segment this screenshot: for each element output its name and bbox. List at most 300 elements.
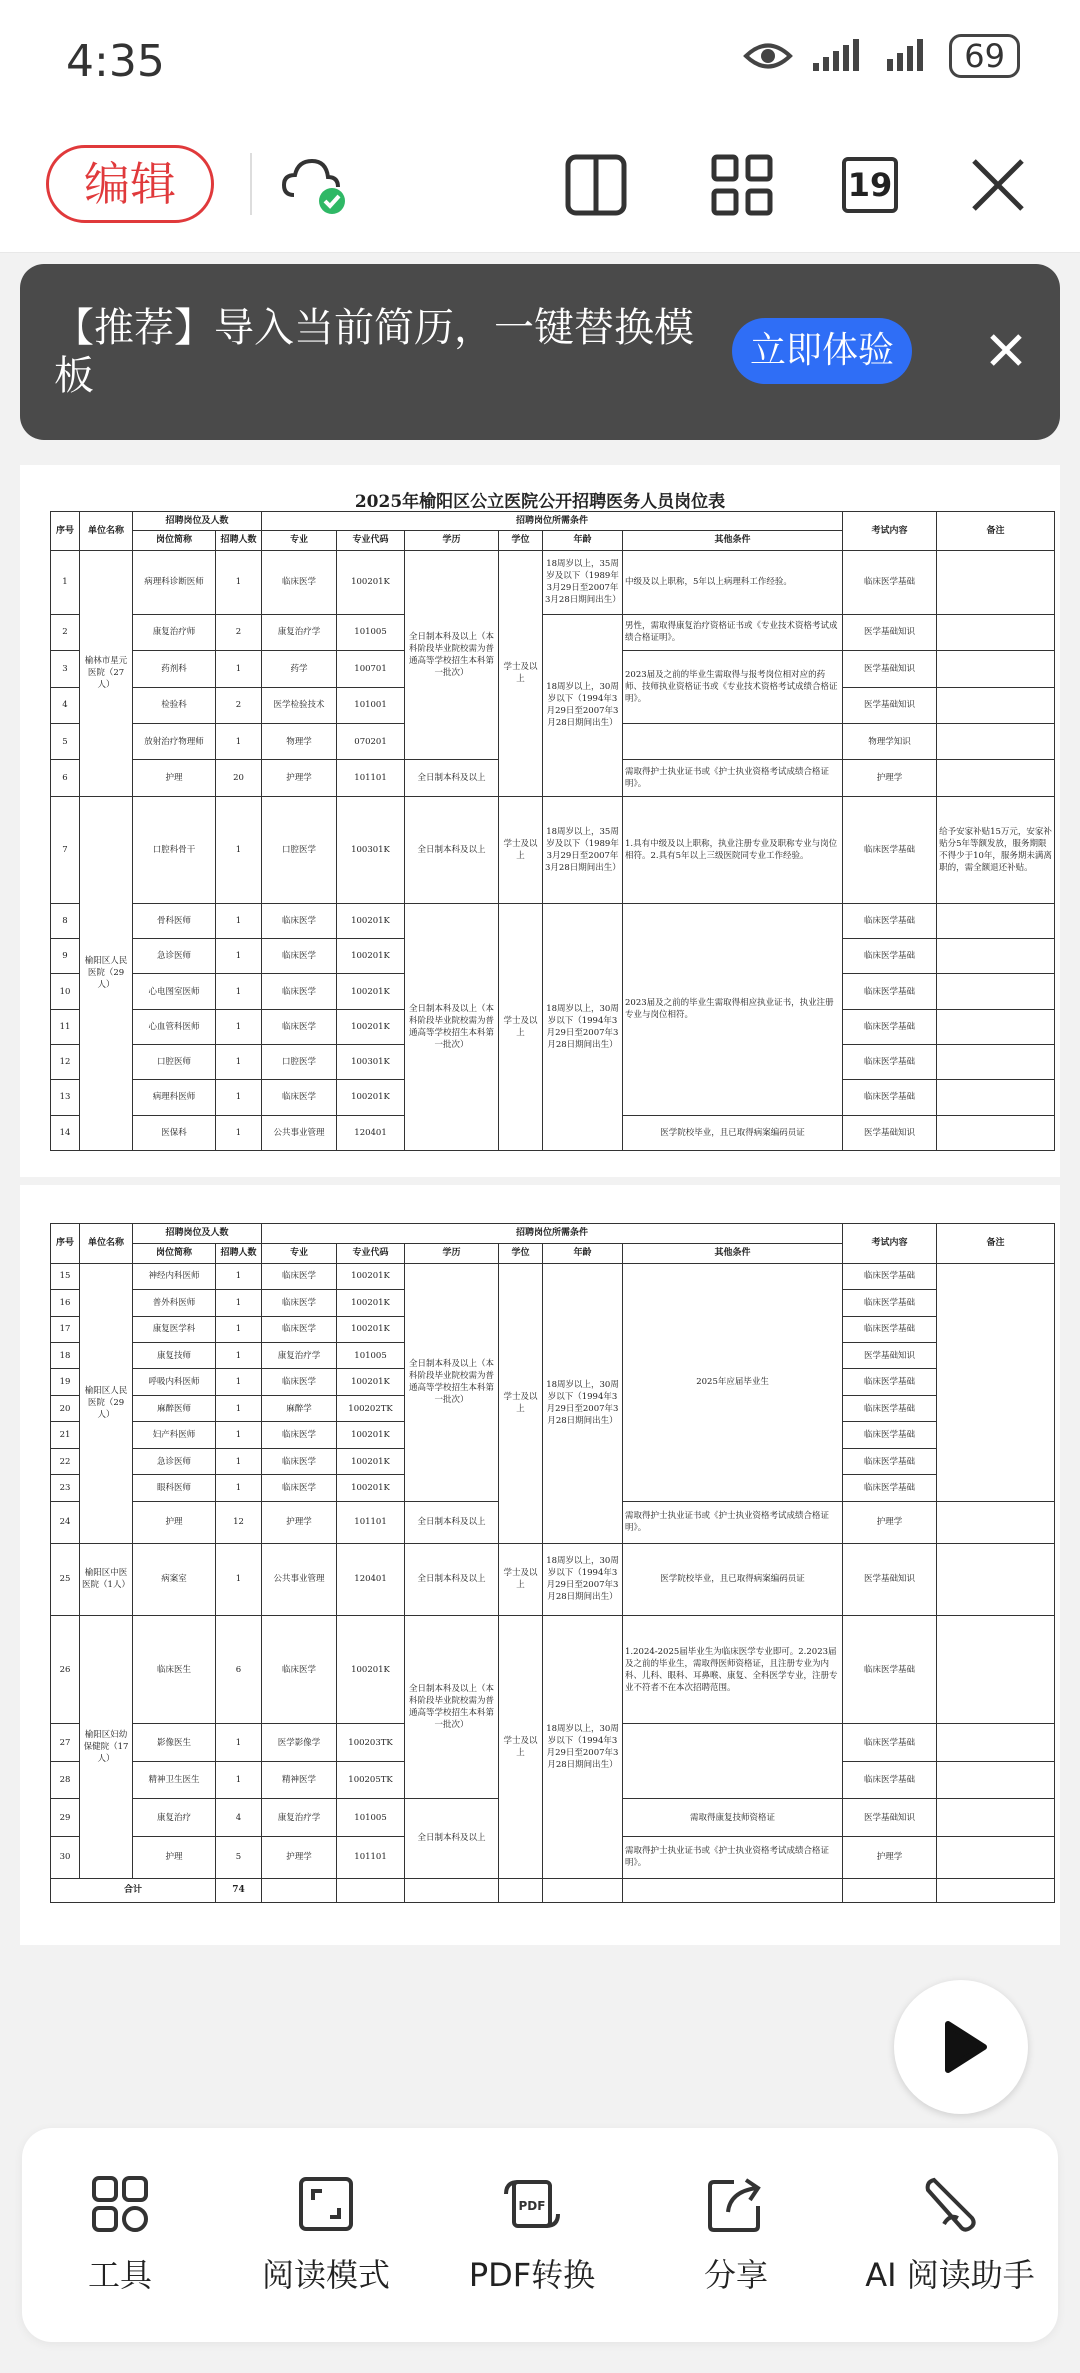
cell-seq: 23: [51, 1475, 80, 1501]
cell-count: 1: [216, 1290, 262, 1316]
cell-count: 1: [216, 1316, 262, 1342]
job-table-page-1: [50, 511, 1055, 1151]
cell-major: 康复治疗学: [262, 1799, 337, 1836]
cell-remark: [937, 687, 1055, 723]
cell-other: 2023届及之前的毕业生需取得与报考岗位相对应的药师、技师执业资格证书或《专业技术资格考试成绩合格证明》。: [623, 651, 843, 724]
cell-code: 101005: [337, 614, 405, 650]
cell-major: 临床医学: [262, 1009, 337, 1044]
cell-exam: 临床医学基础: [843, 1475, 937, 1501]
cell-count: 1: [216, 1761, 262, 1798]
cell-other: 1.2024-2025届毕业生为临床医学专业即可。2.2023届及之前的毕业生，需取得医师资格证，且注册专业为内科、儿科、眼科、耳鼻喉、康复、全科医学专业，注册专业不符者不在本次招聘范围。: [623, 1616, 843, 1724]
cell-count: 1: [216, 1115, 262, 1150]
cell-major: 护理学: [262, 1836, 337, 1878]
cell-edu: 全日制本科及以上: [405, 796, 499, 903]
cell-count: 1: [216, 903, 262, 938]
cell-seq: 17: [51, 1316, 80, 1342]
cell-seq: 10: [51, 974, 80, 1009]
header-edu: 学历: [405, 531, 499, 550]
cell-seq: 24: [51, 1501, 80, 1543]
cell-post: 口腔医师: [133, 1044, 216, 1079]
cell-count: 1: [216, 939, 262, 974]
tools-button[interactable]: [20, 2174, 220, 2296]
cell-exam: 临床医学基础: [843, 974, 937, 1009]
cell-post: 急诊医师: [133, 939, 216, 974]
cell-edu: 全日制本科及以上（本科阶段毕业院校需为普通高等学校招生本科第一批次）: [405, 903, 499, 1150]
cell-count: 4: [216, 1799, 262, 1836]
cell-post: 康复治疗师: [133, 614, 216, 650]
cell-post: 口腔科骨干: [133, 796, 216, 903]
cell-age: 18周岁以上，35周岁及以下（1989年3月29日至2007年3月28日期间出生）: [543, 550, 623, 614]
table-total-row: [51, 1878, 1055, 1902]
header-exam: 考试内容: [843, 512, 937, 551]
cell-exam: 护理学: [843, 760, 937, 796]
cell-seq: 15: [51, 1263, 80, 1289]
header-group-pos: 招聘岗位及人数: [133, 1224, 262, 1244]
table-row: [51, 1543, 1055, 1616]
share-button[interactable]: [636, 2174, 836, 2296]
header-exam: 考试内容: [843, 1224, 937, 1264]
cell-other: 2025年应届毕业生: [623, 1263, 843, 1501]
cell-post: 临床医生: [133, 1616, 216, 1724]
cell-age: 18周岁以上，30周岁以下（1994年3月29日至2007年3月28日期间出生）: [543, 1543, 623, 1616]
cell-count: 2: [216, 687, 262, 723]
tools-label: 工具: [87, 2256, 152, 2294]
cell-age: 18周岁以上，30周岁以下（1994年3月29日至2007年3月28日期间出生）: [543, 1616, 623, 1878]
header-code: 专业代码: [337, 531, 405, 550]
cell-degree: 学士及以上: [499, 1616, 543, 1878]
cell-exam: 临床医学基础: [843, 550, 937, 614]
doc-page-2: [20, 1185, 1060, 1945]
cell-exam: 医学基础知识: [843, 1115, 937, 1150]
cell-exam: 物理学知识: [843, 723, 937, 759]
cell-code: 120401: [337, 1115, 405, 1150]
grid-view-icon[interactable]: [708, 151, 776, 219]
cell-major: 护理学: [262, 1501, 337, 1543]
cell-degree: 学士及以上: [499, 550, 543, 796]
cell-exam: 医学基础知识: [843, 687, 937, 723]
cell-code: 100201K: [337, 1009, 405, 1044]
cell-major: 临床医学: [262, 1263, 337, 1289]
cell-count: 1: [216, 651, 262, 687]
cell-empty: [337, 1878, 405, 1902]
cell-post: 神经内科医师: [133, 1263, 216, 1289]
header-age: 年龄: [543, 531, 623, 550]
table-row: [51, 550, 1055, 614]
doc-page-1: [20, 465, 1060, 1177]
cell-seq: 14: [51, 1115, 80, 1150]
cell-seq: 4: [51, 687, 80, 723]
banner-text: 【推荐】导入当前简历，一键替换模板: [54, 305, 694, 399]
cell-count: 20: [216, 760, 262, 796]
cell-seq: 3: [51, 651, 80, 687]
close-icon[interactable]: [964, 151, 1032, 219]
pdf-convert-button[interactable]: [432, 2174, 632, 2296]
play-button[interactable]: [894, 1980, 1028, 2114]
cell-post: 康复技师: [133, 1343, 216, 1369]
cell-other: 1.具有中级及以上职称，执业注册专业及职称专业与岗位相符。2.具有5年以上三级医院同专业工作经验。: [623, 796, 843, 903]
cell-count: 5: [216, 1836, 262, 1878]
cell-major: 公共事业管理: [262, 1543, 337, 1616]
cell-remark: [937, 1761, 1055, 1798]
cell-count: 1: [216, 723, 262, 759]
header-seq: 序号: [51, 512, 80, 551]
cell-remark: [937, 550, 1055, 614]
cell-post: 急诊医师: [133, 1448, 216, 1474]
cell-post: 精神卫生医生: [133, 1761, 216, 1798]
cell-unit: 榆林市星元医院（27人）: [80, 550, 133, 796]
cell-code: 100301K: [337, 796, 405, 903]
cell-remark: [937, 1501, 1055, 1543]
cell-code: 100201K: [337, 1316, 405, 1342]
cell-remark: [937, 1616, 1055, 1724]
ai-assistant-label: AI 阅读助手: [865, 2256, 1035, 2294]
cell-exam: 临床医学基础: [843, 1395, 937, 1421]
cell-code: 101001: [337, 687, 405, 723]
cell-post: 心血管科医师: [133, 1009, 216, 1044]
tools-icon: [90, 2174, 150, 2234]
cell-code: 100201K: [337, 1080, 405, 1115]
cell-other: 需取得护士执业证书或《护士执业资格考试成绩合格证明》。: [623, 1836, 843, 1878]
cell-unit: 榆阳区中医医院（1人）: [80, 1543, 133, 1616]
cell-major: 公共事业管理: [262, 1115, 337, 1150]
header-count: 招聘人数: [216, 1243, 262, 1263]
cell-seq: 26: [51, 1616, 80, 1724]
doc-title: 2025年榆阳区公立医院公开招聘医务人员岗位表: [354, 492, 726, 512]
cell-remark: [937, 939, 1055, 974]
header-degree: 学位: [499, 531, 543, 550]
cell-code: 100301K: [337, 1044, 405, 1079]
edit-button[interactable]: 编辑: [46, 145, 214, 223]
pdf-convert-label: PDF转换: [468, 2256, 596, 2294]
cell-code: 100201K: [337, 1290, 405, 1316]
cell-degree: 学士及以上: [499, 796, 543, 903]
cell-exam: 临床医学基础: [843, 1044, 937, 1079]
cell-seq: 8: [51, 903, 80, 938]
cell-seq: 27: [51, 1724, 80, 1761]
cell-exam: 医学基础知识: [843, 1799, 937, 1836]
cell-seq: 19: [51, 1369, 80, 1395]
cell-major: 临床医学: [262, 1290, 337, 1316]
cell-remark: [937, 1543, 1055, 1616]
cell-major: 药学: [262, 651, 337, 687]
bottom-action-bar: [22, 2128, 1058, 2342]
header-remark: 备注: [937, 512, 1055, 551]
cell-major: 临床医学: [262, 1422, 337, 1448]
cell-unit: 榆阳区妇幼保健院（17人）: [80, 1616, 133, 1878]
cell-count: 1: [216, 974, 262, 1009]
signal-icon-2: [885, 39, 931, 73]
cell-degree: 学士及以上: [499, 1543, 543, 1616]
cell-major: 临床医学: [262, 903, 337, 938]
cell-post: 康复治疗: [133, 1799, 216, 1836]
cell-post: 检验科: [133, 687, 216, 723]
header-code: 专业代码: [337, 1243, 405, 1263]
cell-major: 临床医学: [262, 1316, 337, 1342]
cell-age: 18周岁以上，30周岁以下（1994年3月29日至2007年3月28日期间出生）: [543, 903, 623, 1150]
cell-count: 1: [216, 1475, 262, 1501]
cell-post: 妇产科医师: [133, 1422, 216, 1448]
status-bar: [0, 0, 1080, 125]
page-count-button[interactable]: 19: [842, 157, 898, 213]
header-age: 年龄: [543, 1243, 623, 1263]
cell-major: 临床医学: [262, 1616, 337, 1724]
cell-code: 070201: [337, 723, 405, 759]
cell-count: 1: [216, 1080, 262, 1115]
status-icons: [743, 34, 1020, 78]
header-group-cond: 招聘岗位所需条件: [262, 1224, 843, 1244]
cell-seq: 28: [51, 1761, 80, 1798]
table-row: [51, 1616, 1055, 1724]
cell-major: 医学影像学: [262, 1724, 337, 1761]
cell-code: 100202TK: [337, 1395, 405, 1421]
header-major: 专业: [262, 1243, 337, 1263]
cell-count: 1: [216, 1543, 262, 1616]
table-row: [51, 614, 1055, 650]
job-table-page-2: [50, 1223, 1055, 1903]
cell-seq: 30: [51, 1836, 80, 1878]
cell-code: 101005: [337, 1799, 405, 1836]
header-group-cond: 招聘岗位所需条件: [262, 512, 843, 531]
header-unit: 单位名称: [80, 512, 133, 551]
cell-post: 病案室: [133, 1543, 216, 1616]
cell-code: 100201K: [337, 1422, 405, 1448]
cell-code: 100201K: [337, 939, 405, 974]
cell-seq: 13: [51, 1080, 80, 1115]
cell-exam: 护理学: [843, 1836, 937, 1878]
toolbar-divider: [250, 153, 252, 215]
cell-other: 男性，需取得康复治疗资格证书或《专业技术资格考试成绩合格证明》。: [623, 614, 843, 650]
cell-post: 放射治疗物理师: [133, 723, 216, 759]
cell-unit: 榆阳区人民医院（29人）: [80, 1263, 133, 1543]
cell-post: 康复医学科: [133, 1316, 216, 1342]
cell-major: 临床医学: [262, 974, 337, 1009]
header-unit: 单位名称: [80, 1224, 133, 1264]
cell-edu: 全日制本科及以上（本科阶段毕业院校需为普通高等学校招生本科第一批次）: [405, 550, 499, 760]
cell-exam: 临床医学基础: [843, 1369, 937, 1395]
cell-seq: 20: [51, 1395, 80, 1421]
cell-seq: 22: [51, 1448, 80, 1474]
cell-empty: [937, 1878, 1055, 1902]
signal-icon: [811, 39, 867, 73]
cell-count: 1: [216, 1422, 262, 1448]
cell-code: 100201K: [337, 974, 405, 1009]
cell-major: 临床医学: [262, 1448, 337, 1474]
battery-indicator: 69: [949, 34, 1020, 78]
cell-seq: 29: [51, 1799, 80, 1836]
cell-seq: 6: [51, 760, 80, 796]
cell-seq: 21: [51, 1422, 80, 1448]
ai-assistant-button[interactable]: [840, 2174, 1060, 2296]
cell-other: 需取得康复技师资格证: [623, 1799, 843, 1836]
table-row: [51, 1263, 1055, 1289]
cell-major: 物理学: [262, 723, 337, 759]
cell-major: 精神医学: [262, 1761, 337, 1798]
cell-post: 骨科医师: [133, 903, 216, 938]
cell-exam: 临床医学基础: [843, 796, 937, 903]
ai-assistant-icon: [920, 2174, 980, 2234]
cell-post: 药剂科: [133, 651, 216, 687]
cell-seq: 5: [51, 723, 80, 759]
cell-remark: 给予安家补贴15万元，安家补贴分5年等额发放，服务期限不得少于10年，服务期未满离职的，需全额退还补贴。: [937, 796, 1055, 903]
cell-remark: [937, 1799, 1055, 1836]
cell-post: 病理科医师: [133, 1080, 216, 1115]
cell-degree: 学士及以上: [499, 903, 543, 1150]
cell-major: 康复治疗学: [262, 1343, 337, 1369]
cell-other: 2023届及之前的毕业生需取得相应执业证书，执业注册专业与岗位相符。: [623, 903, 843, 1115]
cell-remark: [937, 1115, 1055, 1150]
cell-post: 影像医生: [133, 1724, 216, 1761]
cell-remark: [937, 1044, 1055, 1079]
cell-unit: 榆阳区人民医院（29人）: [80, 796, 133, 1150]
cell-exam: 临床医学基础: [843, 1263, 937, 1289]
banner-close-icon[interactable]: [982, 326, 1030, 374]
total-label: 合计: [51, 1878, 216, 1902]
cell-other: [623, 1724, 843, 1799]
cell-edu: 全日制本科及以上（本科阶段毕业院校需为普通高等学校招生本科第一批次）: [405, 1616, 499, 1799]
cell-code: 120401: [337, 1543, 405, 1616]
cell-count: 1: [216, 550, 262, 614]
reading-mode-button[interactable]: [226, 2174, 426, 2296]
cell-age: 18周岁以上，30周岁以下（1994年3月29日至2007年3月28日期间出生）: [543, 1263, 623, 1543]
cell-exam: 临床医学基础: [843, 1316, 937, 1342]
cell-exam: 医学基础知识: [843, 1543, 937, 1616]
cell-major: 口腔医学: [262, 796, 337, 903]
cell-code: 100203TK: [337, 1724, 405, 1761]
reading-mode-icon: [296, 2174, 356, 2234]
cell-seq: 18: [51, 1343, 80, 1369]
cell-empty: [623, 1878, 843, 1902]
cell-remark: [937, 1724, 1055, 1761]
cell-seq: 7: [51, 796, 80, 903]
cell-code: 101005: [337, 1343, 405, 1369]
table-row: [51, 903, 1055, 938]
cell-code: 100201K: [337, 1448, 405, 1474]
top-toolbar: [0, 125, 1080, 253]
cell-empty: [499, 1878, 543, 1902]
cell-code: 100201K: [337, 1616, 405, 1724]
header-degree: 学位: [499, 1243, 543, 1263]
cell-seq: 9: [51, 939, 80, 974]
cell-remark: [937, 1836, 1055, 1878]
try-now-button[interactable]: 立即体验: [732, 318, 912, 384]
cell-edu: 全日制本科及以上: [405, 1501, 499, 1543]
split-view-icon[interactable]: [562, 151, 630, 219]
cell-exam: 医学基础知识: [843, 614, 937, 650]
cell-count: 1: [216, 1369, 262, 1395]
cell-count: 1: [216, 1343, 262, 1369]
cell-empty: [543, 1878, 623, 1902]
cell-code: 100201K: [337, 1263, 405, 1289]
cell-exam: 临床医学基础: [843, 1080, 937, 1115]
cell-exam: 临床医学基础: [843, 1761, 937, 1798]
cell-code: 100201K: [337, 903, 405, 938]
cell-code: 101101: [337, 1501, 405, 1543]
total-value: 74: [216, 1878, 262, 1902]
cell-exam: 临床医学基础: [843, 1009, 937, 1044]
eye-icon: [743, 39, 793, 73]
cell-post: 护理: [133, 1836, 216, 1878]
cell-count: 6: [216, 1616, 262, 1724]
cell-remark: [937, 1263, 1055, 1501]
cell-exam: 临床医学基础: [843, 903, 937, 938]
play-icon: [894, 1980, 1028, 2114]
cell-remark: [937, 1009, 1055, 1044]
cell-count: 1: [216, 1044, 262, 1079]
cell-other: 医学院校毕业，且已取得病案编码员证: [623, 1115, 843, 1150]
cell-count: 1: [216, 1395, 262, 1421]
cell-remark: [937, 974, 1055, 1009]
cell-exam: 临床医学基础: [843, 1724, 937, 1761]
cell-remark: [937, 614, 1055, 650]
cell-exam: 临床医学基础: [843, 1616, 937, 1724]
header-group-pos: 招聘岗位及人数: [133, 512, 262, 531]
cell-exam: 医学基础知识: [843, 1343, 937, 1369]
recommend-banner: [20, 264, 1060, 440]
cell-edu: 全日制本科及以上: [405, 760, 499, 796]
cell-seq: 1: [51, 550, 80, 614]
cell-seq: 12: [51, 1044, 80, 1079]
cell-major: 临床医学: [262, 939, 337, 974]
cell-code: 100205TK: [337, 1761, 405, 1798]
cell-major: 医学检验技术: [262, 687, 337, 723]
cell-major: 口腔医学: [262, 1044, 337, 1079]
cloud-synced-icon[interactable]: [280, 151, 348, 219]
cell-count: 1: [216, 1448, 262, 1474]
cell-code: 100201K: [337, 1369, 405, 1395]
reading-mode-label: 阅读模式: [261, 2256, 390, 2294]
cell-count: 1: [216, 1724, 262, 1761]
header-count: 招聘人数: [216, 531, 262, 550]
cell-seq: 25: [51, 1543, 80, 1616]
cell-exam: 临床医学基础: [843, 1290, 937, 1316]
cell-exam: 临床医学基础: [843, 1422, 937, 1448]
cell-edu: 全日制本科及以上: [405, 1543, 499, 1616]
cell-post: 护理: [133, 1501, 216, 1543]
cell-remark: [937, 723, 1055, 759]
cell-post: 心电图室医师: [133, 974, 216, 1009]
cell-count: 1: [216, 1009, 262, 1044]
cell-exam: 医学基础知识: [843, 651, 937, 687]
header-seq: 序号: [51, 1224, 80, 1264]
header-edu: 学历: [405, 1243, 499, 1263]
cell-remark: [937, 1080, 1055, 1115]
cell-other: 需取得护士执业证书或《护士执业资格考试成绩合格证明》。: [623, 760, 843, 796]
header-major: 专业: [262, 531, 337, 550]
cell-major: 临床医学: [262, 550, 337, 614]
cell-code: 100201K: [337, 1475, 405, 1501]
cell-edu: 全日制本科及以上: [405, 1799, 499, 1878]
cell-count: 1: [216, 796, 262, 903]
cell-seq: 2: [51, 614, 80, 650]
table-row: [51, 796, 1055, 903]
cell-degree: 学士及以上: [499, 1263, 543, 1543]
pdf-convert-icon: [502, 2174, 562, 2234]
cell-major: 康复治疗学: [262, 614, 337, 650]
cell-seq: 16: [51, 1290, 80, 1316]
cell-post: 病理科诊断医师: [133, 550, 216, 614]
header-other: 其他条件: [623, 531, 843, 550]
cell-post: 呼吸内科医师: [133, 1369, 216, 1395]
cell-major: 临床医学: [262, 1369, 337, 1395]
header-post: 岗位简称: [133, 531, 216, 550]
cell-post: 眼科医师: [133, 1475, 216, 1501]
cell-exam: 临床医学基础: [843, 939, 937, 974]
cell-other: 医学院校毕业，且已取得病案编码员证: [623, 1543, 843, 1616]
share-icon: [706, 2174, 766, 2234]
cell-remark: [937, 651, 1055, 687]
cell-exam: 临床医学基础: [843, 1448, 937, 1474]
cell-post: 医保科: [133, 1115, 216, 1150]
